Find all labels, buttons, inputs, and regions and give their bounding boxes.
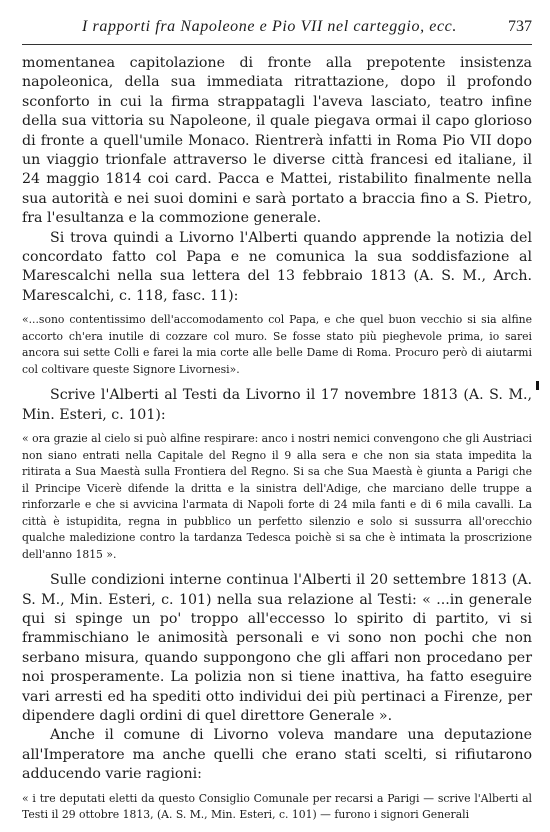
margin-mark xyxy=(536,381,539,390)
page-number: 737 xyxy=(508,18,532,35)
paragraph-livorno-notizia: Si trova quindi a Livorno l'Alberti quando apprende la notizia del concordato fatto col Papa e ne comunica la sua soddisfazione al Marescalchi nella sua lettera del 13 febbraio 1813 (A. S. M., Arch. Marescalchi, c. 118, fasc. 11): xyxy=(22,229,532,304)
running-title: I rapporti fra Napoleone e Pio VII nel carteggio, ecc. xyxy=(82,18,457,35)
header-rule xyxy=(22,44,532,45)
paragraph-condizioni-interne: Sulle condizioni interne continua l'Alberti il 20 settembre 1813 (A. S. M., Min. Esteri, c. 101) nella sua relazione al Testi: « ...in generale qui si spinge un po' troppo all'eccesso lo spirito di partito, vi si frammischiano le animosità personali e vi sono non pochi che non serbano misura, quando suppongono che gli affari non procedano per noi prosperamente. La polizia non si tiene inattiva, ha fatto eseguire vari arresti ed ha spediti otto individui dei più pertinaci a Firenze, per dipendere dagli ordini di quel direttore Generale ». xyxy=(22,572,532,724)
paragraph-testi-novembre: Scrive l'Alberti al Testi da Livorno il 17 novembre 1813 (A. S. M., Min. Esteri, c. 101): xyxy=(22,387,532,423)
quote-deputati: « i tre deputati eletti da questo Consiglio Comunale per recarsi a Parigi — scrive l'Alberti al Testi il 29 ottobre 1813, (A. S. M., Min. Esteri, c. 101) — furono i signori Generali xyxy=(22,791,532,822)
paragraph-continuation: momentanea capitolazione di fronte alla prepotente insistenza napoleonica, della sua immediata ritrattazione, dopo il profondo sconforto in cui la firma strappatagli l'aveva lasciato, teatro infine della sua vittoria su Napoleone, il quale piegava ormai il capo glorioso di fronte a quell'umile Monaco. Rientrerà infatti in Roma Pio VII dopo un viaggio trionfale attraverso le diverse città francesi ed italiane, il 24 maggio 1814 coi card. Pacca e Mattei, ristabilito finalmente nella sua autorità e nei suoi domini e sarà portato a braccia fino a S. Pietro, fra l'esultanza e la commozione generale. xyxy=(22,55,532,227)
quote-testi-letter: « ora grazie al cielo si può alfine respirare: anco i nostri nemici convengono che gli Austriaci non siano entrati nella Capitale del Regno il 9 alla sera e che non sia stata impedita la ritirata a Sua Maestà sulla Frontiera del Regno. Si sa che Sua Maestà è giunta a Parigi che il Principe Vicerè difende la dritta e la sinistra dell'Adige, che marciano delle truppe a rinforzarle e che si avvicina l'armata di Napoli forte di 24 mila fanti e di 6 mila cavalli. La città è istupidita, regna in pubblico un perfetto silenzio e solo si sussurra all'orecchio qualche maledizione contro la tardanza Tedesca poichè si sa che è intimata la proscrizione dell'anno 1815 ». xyxy=(22,432,532,561)
paragraph-deputazione: Anche il comune di Livorno voleva mandare una deputazione all'Imperatore ma anche quelli che erano stati scelti, si rifiutarono adducendo varie ragioni: xyxy=(22,727,532,783)
quote-marescalchi-letter: «...sono contentissimo dell'accomodamento col Papa, e che quel buon vecchio si sia alfine accorto ch'era inutile di cozzare col muro. Se fosse stato più pieghevole prima, io sarei ancora sui sette Colli e farei la mia corte alle belle Dame di Roma. Procuro però di aiutarmi col coltivare queste Signore Livornesi». xyxy=(22,313,532,376)
running-header xyxy=(22,14,532,40)
page-body xyxy=(22,54,532,832)
